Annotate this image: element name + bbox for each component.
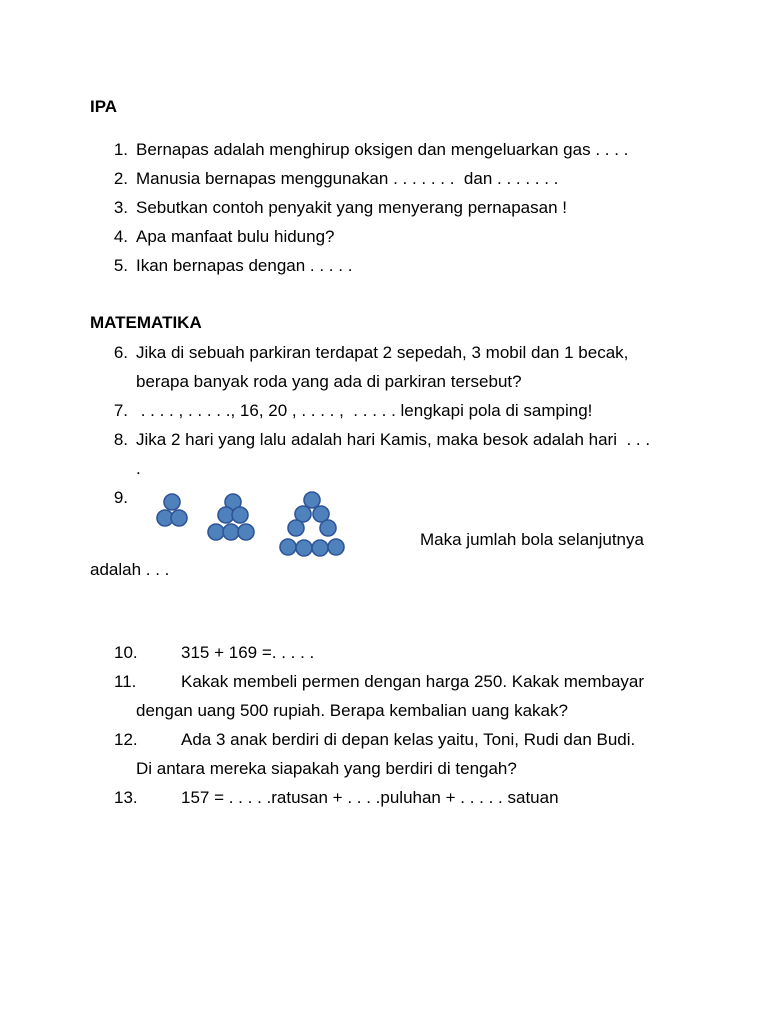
item-number: 7. (113, 401, 128, 420)
question-text: 157 = . . . . .ratusan + . . . .puluhan + . . . . . satuan (181, 788, 559, 807)
question-text: Bernapas adalah menghirup oksigen dan mengeluarkan gas . . . . (136, 140, 629, 159)
question-text-continued: dengan uang 500 rupiah. Berapa kembalian uang kakak? (136, 701, 568, 720)
ball-3 (312, 540, 328, 556)
ball-3 (328, 539, 344, 555)
question-text: Manusia bernapas menggunakan . . . . . . . dan . . . . . . . (136, 169, 559, 188)
ball-2 (208, 524, 224, 540)
ball-3 (280, 539, 296, 555)
ball-3 (320, 520, 336, 536)
question-text-continued: . (136, 459, 141, 478)
question-text-continued: adalah . . . (90, 560, 170, 579)
item-number: 5. (113, 256, 128, 275)
question-text: Jika di sebuah parkiran terdapat 2 sepedah, 3 mobil dan 1 becak, (136, 343, 629, 362)
question-text: Kakak membeli permen dengan harga 250. Kakak membayar (181, 672, 645, 691)
question-text: Ikan bernapas dengan . . . . . (136, 256, 353, 275)
item-number: 9. (113, 488, 128, 507)
question-text: Maka jumlah bola selanjutnya (420, 530, 644, 549)
item-number: 11. (114, 672, 137, 691)
ball-pattern-figure (150, 488, 360, 563)
question-text: Ada 3 anak berdiri di depan kelas yaitu, Toni, Rudi dan Budi. (181, 730, 636, 749)
ball-3 (288, 520, 304, 536)
item-number: 2. (113, 169, 128, 188)
question-text: Apa manfaat bulu hidung? (136, 227, 335, 246)
question-text: Sebutkan contoh penyakit yang menyerang pernapasan ! (136, 198, 567, 217)
section-heading-matematika: MATEMATIKA (90, 313, 202, 332)
item-number: 6. (113, 343, 128, 362)
ball-2 (238, 524, 254, 540)
item-number: 10. (114, 643, 138, 662)
question-text-continued: berapa banyak roda yang ada di parkiran tersebut? (136, 372, 522, 391)
ball-2 (232, 507, 248, 523)
ball-1 (171, 510, 187, 526)
ball-3 (296, 540, 312, 556)
ball-3 (304, 492, 320, 508)
item-number: 12. (114, 730, 138, 749)
question-text: 315 + 169 =. . . . . (181, 643, 315, 662)
question-text: Jika 2 hari yang lalu adalah hari Kamis, maka besok adalah hari . . . (136, 430, 651, 449)
item-number: 3. (113, 198, 128, 217)
section-heading-ipa: IPA (90, 97, 118, 116)
item-number: 8. (113, 430, 128, 449)
item-number: 1. (113, 140, 128, 159)
ball-2 (223, 524, 239, 540)
ball-pattern-group (157, 492, 344, 556)
item-number: 4. (113, 227, 128, 246)
item-number: 13. (114, 788, 138, 807)
question-text: . . . . , . . . . ., 16, 20 , . . . . , . . . . . lengkapi pola di samping! (136, 401, 593, 420)
question-text-continued: Di antara mereka siapakah yang berdiri di tengah? (136, 759, 517, 778)
ball-1 (164, 494, 180, 510)
